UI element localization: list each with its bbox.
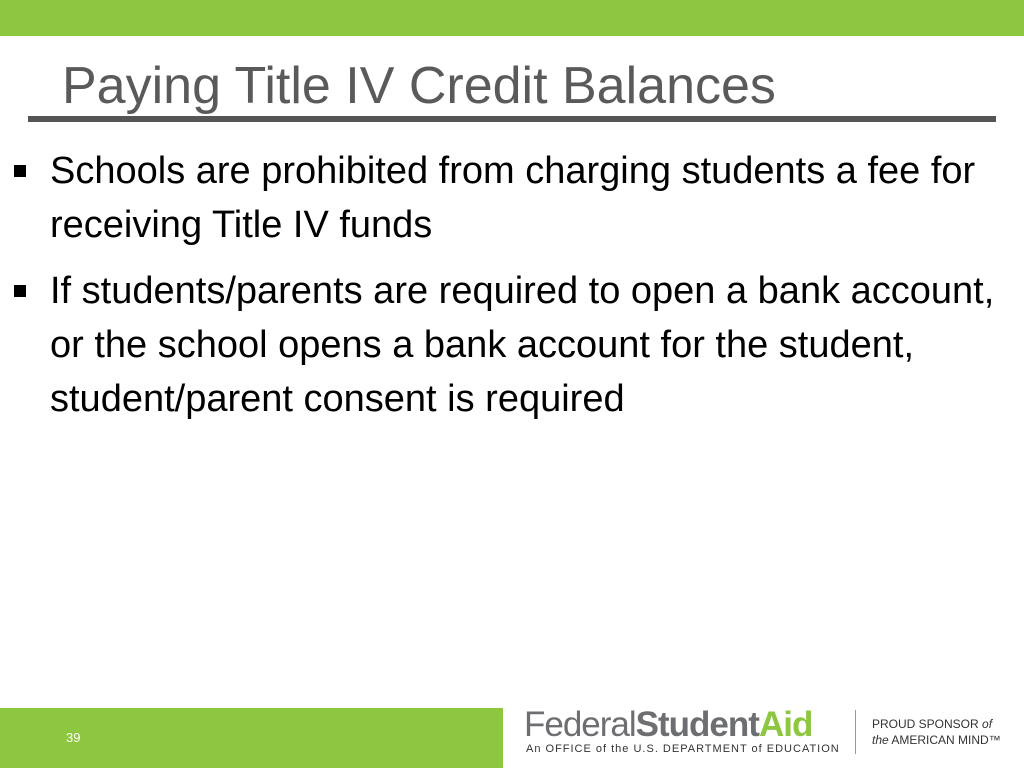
sponsor-text: AMERICAN MIND™: [888, 733, 1001, 747]
footer-divider: [855, 710, 856, 754]
sponsor-line-1: [872, 716, 1001, 732]
bullet-item: [0, 144, 1024, 252]
logo-aid-text: Aid: [758, 705, 813, 744]
sponsor-text: PROUD SPONSOR: [872, 717, 983, 731]
logo-federal-text: Federal: [524, 705, 636, 744]
sponsor-text-italic: the: [872, 733, 889, 747]
logo-subtitle: An OFFICE of the U.S. DEPARTMENT of EDUCATION: [526, 743, 840, 755]
square-bullet-icon: [14, 165, 26, 177]
sponsor-text-italic: of: [982, 717, 993, 731]
bullet-text: Schools are prohibited from charging students a fee for receiving Title IV funds: [50, 150, 976, 246]
bullet-list: [0, 144, 1024, 438]
logo-student-text: Student: [635, 705, 759, 744]
square-bullet-icon: [14, 285, 26, 297]
sponsor-tagline: [872, 716, 1001, 748]
slide-number: 39: [66, 730, 81, 745]
slide-title: Paying Title IV Credit Balances: [62, 57, 776, 115]
bullet-text: If students/parents are required to open a bank account, or the school opens a bank account for the student, student/parent consent is required: [50, 270, 995, 420]
bullet-item: [0, 264, 1024, 426]
title-underline: [28, 116, 996, 122]
sponsor-line-2: [872, 732, 1001, 748]
top-accent-bar: [0, 0, 1024, 36]
logo-wordmark: [524, 704, 812, 746]
federal-student-aid-logo: [524, 704, 844, 764]
